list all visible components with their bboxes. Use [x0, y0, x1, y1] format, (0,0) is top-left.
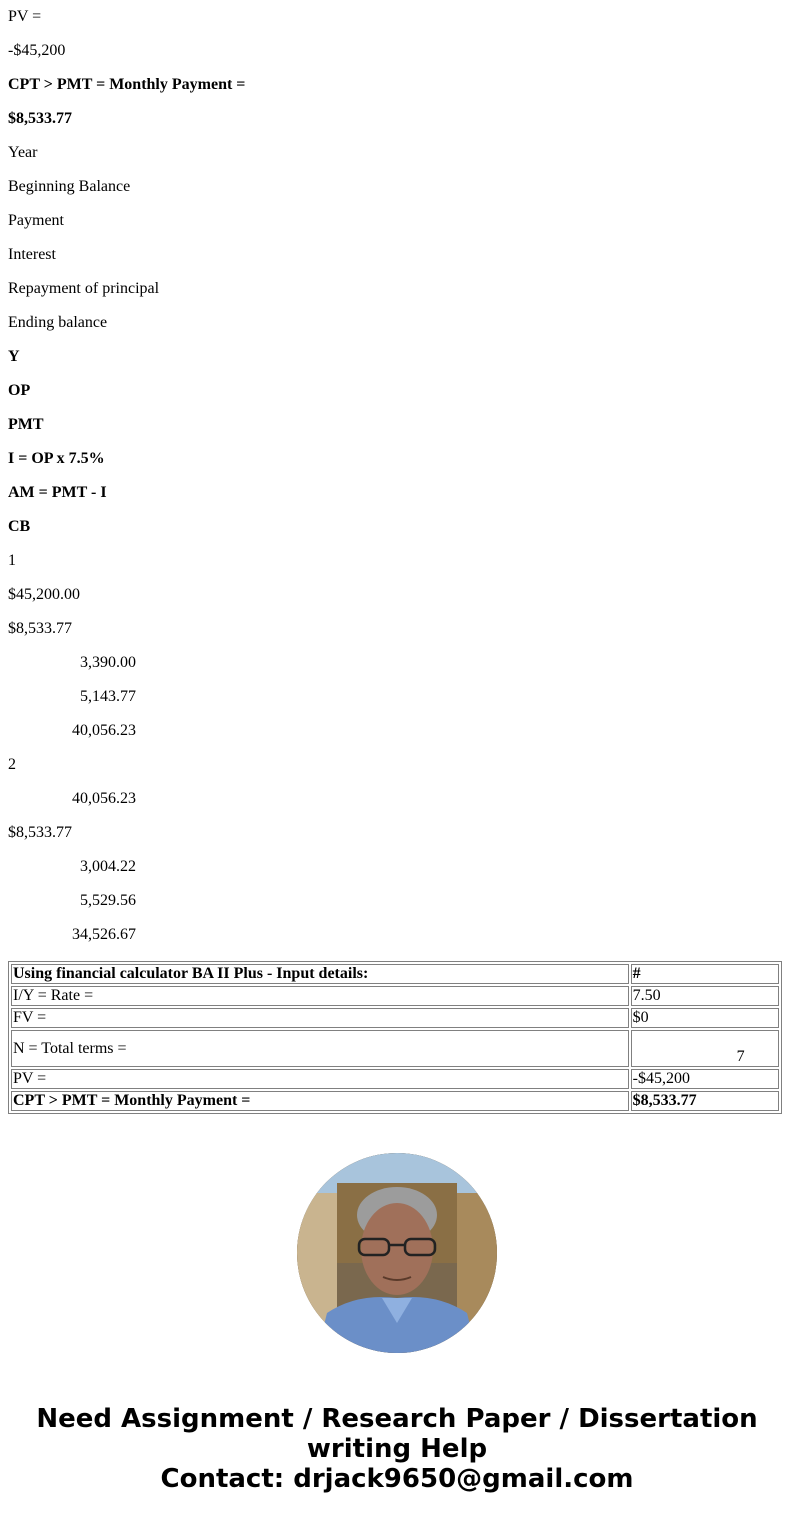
calc-rate-label: I/Y = Rate =	[11, 986, 629, 1006]
calc-pv-label: PV =	[11, 1069, 629, 1089]
promo-line-1: Need Assignment / Research Paper / Dissertation	[36, 1404, 758, 1434]
row1-payment: $8,533.77	[8, 620, 72, 637]
header-payment: Payment	[8, 212, 64, 229]
calc-fv-value: $0	[631, 1008, 779, 1028]
promo-line-2: writing Help	[306, 1434, 488, 1464]
code-pmt: PMT	[8, 416, 44, 433]
row1-year: 1	[8, 552, 16, 569]
header-year: Year	[8, 144, 38, 161]
code-y: Y	[8, 348, 20, 365]
header-interest: Interest	[8, 246, 56, 263]
row2-repayment: 5,529.56	[80, 892, 136, 909]
calc-pv-value: -$45,200	[631, 1069, 779, 1089]
solution-text	[8, 8, 788, 960]
calc-pmt-value: $8,533.77	[631, 1091, 779, 1111]
code-amortization: AM = PMT - I	[8, 484, 107, 501]
pv-value: -$45,200	[8, 42, 66, 59]
promo-banner	[0, 1404, 794, 1494]
calc-title: Using financial calculator BA II Plus - Input details:	[11, 964, 629, 984]
code-op: OP	[8, 382, 31, 399]
row2-interest: 3,004.22	[80, 858, 136, 875]
row2-beginning: 40,056.23	[72, 790, 136, 807]
calc-n-label: N = Total terms =	[11, 1030, 629, 1067]
table-row	[11, 1069, 779, 1089]
table-row	[11, 986, 779, 1006]
row2-year: 2	[8, 756, 16, 773]
row1-ending: 40,056.23	[72, 722, 136, 739]
avatar-portrait	[297, 1153, 497, 1353]
header-repayment: Repayment of principal	[8, 280, 160, 297]
calculator-input-table	[8, 961, 782, 1114]
row1-interest: 3,390.00	[80, 654, 136, 671]
table-row	[11, 1008, 779, 1028]
calc-rate-value: 7.50	[631, 986, 779, 1006]
promo-contact: Contact: drjack9650@gmail.com	[160, 1464, 634, 1494]
calc-pmt-label: CPT > PMT = Monthly Payment =	[11, 1091, 629, 1111]
row2-payment: $8,533.77	[8, 824, 72, 841]
pv-label: PV =	[8, 8, 42, 25]
row2-ending: 34,526.67	[72, 926, 136, 943]
calc-fv-label: FV =	[11, 1008, 629, 1028]
table-row	[11, 1091, 779, 1111]
header-beginning-balance: Beginning Balance	[8, 178, 131, 195]
calc-hash: #	[631, 964, 779, 984]
cpt-value: $8,533.77	[8, 110, 72, 127]
header-ending-balance: Ending balance	[8, 314, 108, 331]
table-row	[11, 1030, 779, 1067]
cpt-label: CPT > PMT = Monthly Payment =	[8, 76, 246, 93]
avatar	[297, 1153, 497, 1353]
row1-repayment: 5,143.77	[80, 688, 136, 705]
code-interest: I = OP x 7.5%	[8, 450, 105, 467]
calc-n-value: 7	[736, 1048, 745, 1065]
row1-beginning: $45,200.00	[8, 586, 80, 603]
table-row	[11, 964, 779, 984]
code-cb: CB	[8, 518, 31, 535]
